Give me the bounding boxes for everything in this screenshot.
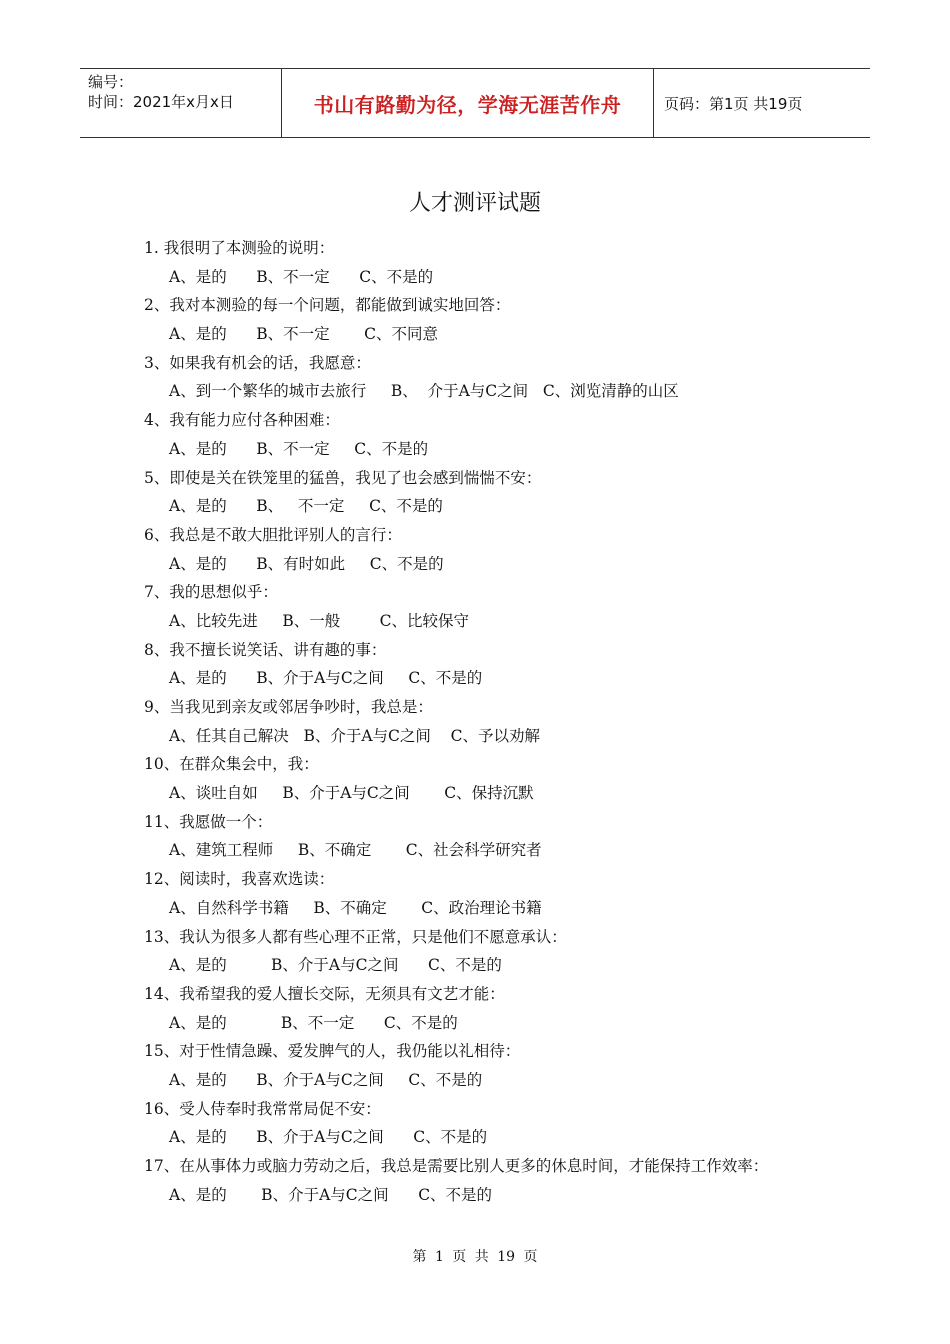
question-item	[144, 349, 844, 406]
question-item	[144, 923, 844, 980]
question-text: 8、我不擅长说笑话、讲有趣的事：	[144, 640, 387, 659]
question-text: 13、我认为很多人都有些心理不正常，只是他们不愿意承认：	[144, 927, 567, 946]
question-item	[144, 406, 844, 463]
header-page-cell	[654, 69, 870, 137]
document-header	[80, 68, 870, 138]
question-text: 2、我对本测验的每一个问题，都能做到诚实地回答：	[144, 296, 511, 315]
question-text: 11、我愿做一个：	[144, 812, 273, 831]
question-text: 7、我的思想似乎：	[144, 583, 278, 602]
question-options: A、是的 B、介于A与C之间 C、不是的	[169, 1128, 488, 1147]
question-text: 10、在群众集会中，我：	[144, 755, 319, 774]
question-item	[144, 464, 844, 521]
question-options: A、是的 B、有时如此 C、不是的	[169, 554, 444, 573]
question-options: A、是的 B、介于A与C之间 C、不是的	[169, 1070, 483, 1089]
header-page-info: 页码：第1页 共19页	[664, 94, 803, 113]
question-options: A、是的 B、 不一定 C、不是的	[169, 497, 443, 516]
question-item	[144, 636, 844, 693]
question-text: 15、对于性情急躁、爱发脾气的人，我仍能以礼相待：	[144, 1042, 521, 1061]
question-options: A、是的 B、不一定 C、不同意	[169, 325, 438, 344]
page-title: 人才测评试题	[408, 191, 541, 216]
number-label: 编号：	[88, 73, 134, 91]
question-item	[144, 980, 844, 1037]
question-item	[144, 1037, 844, 1094]
question-options: A、到一个繁华的城市去旅行 B、 介于A与C之间 C、浏览清静的山区	[169, 382, 679, 401]
question-options: A、比较先进 B、一般 C、比较保守	[169, 611, 469, 630]
question-text: 12、阅读时，我喜欢选读：	[144, 870, 335, 889]
question-options: A、任其自己解决 B、介于A与C之间 C、予以劝解	[169, 726, 540, 745]
question-text: 1. 我很明了本测验的说明：	[144, 239, 335, 257]
question-item	[144, 578, 844, 635]
question-item	[144, 750, 844, 807]
question-options: A、自然科学书籍 B、不确定 C、政治理论书籍	[169, 898, 542, 917]
header-motto: 书山有路勤为径，学海无涯苦作舟	[313, 92, 622, 117]
question-item	[144, 1095, 844, 1152]
question-options: A、是的 B、介于A与C之间 C、不是的	[169, 956, 502, 975]
question-list	[144, 234, 844, 1209]
question-text: 6、我总是不敢大胆批评别人的言行：	[144, 525, 402, 544]
question-options: A、是的 B、不一定 C、不是的	[169, 1013, 458, 1032]
question-options: A、是的 B、介于A与C之间 C、不是的	[169, 1185, 493, 1204]
header-meta	[80, 69, 282, 137]
question-text: 9、当我见到亲友或邻居争吵时，我总是：	[144, 698, 433, 716]
question-text: 4、我有能力应付各种困难：	[144, 411, 340, 430]
question-text: 16、受人侍奉时我常常局促不安：	[144, 1099, 381, 1118]
question-text: 3、如果我有机会的话，我愿意：	[144, 353, 371, 372]
question-options: A、谈吐自如 B、介于A与C之间 C、保持沉默	[169, 784, 534, 803]
question-item	[144, 693, 844, 750]
question-text: 17、在从事体力或脑力劳动之后，我总是需要比别人更多的休息时间，才能保持工作效率：	[144, 1157, 769, 1175]
question-item	[144, 865, 844, 922]
question-options: A、是的 B、不一定 C、不是的	[169, 439, 429, 458]
question-item	[144, 521, 844, 578]
question-text: 14、我希望我的爱人擅长交际，无须具有文艺才能：	[144, 984, 505, 1003]
question-item	[144, 1152, 844, 1209]
question-options: A、建筑工程师 B、不确定 C、社会科学研究者	[169, 841, 542, 860]
time-label: 时间：2021年x月x日	[88, 93, 234, 111]
question-options: A、是的 B、不一定 C、不是的	[169, 267, 434, 286]
question-item	[144, 291, 844, 348]
header-motto-cell	[282, 69, 654, 137]
question-item	[144, 808, 844, 865]
page-footer: 第 1 页 共 19 页	[412, 1249, 538, 1265]
question-options: A、是的 B、介于A与C之间 C、不是的	[169, 669, 483, 688]
question-text: 5、即使是关在铁笼里的猛兽，我见了也会感到惴惴不安：	[144, 468, 542, 487]
question-item	[144, 234, 844, 291]
